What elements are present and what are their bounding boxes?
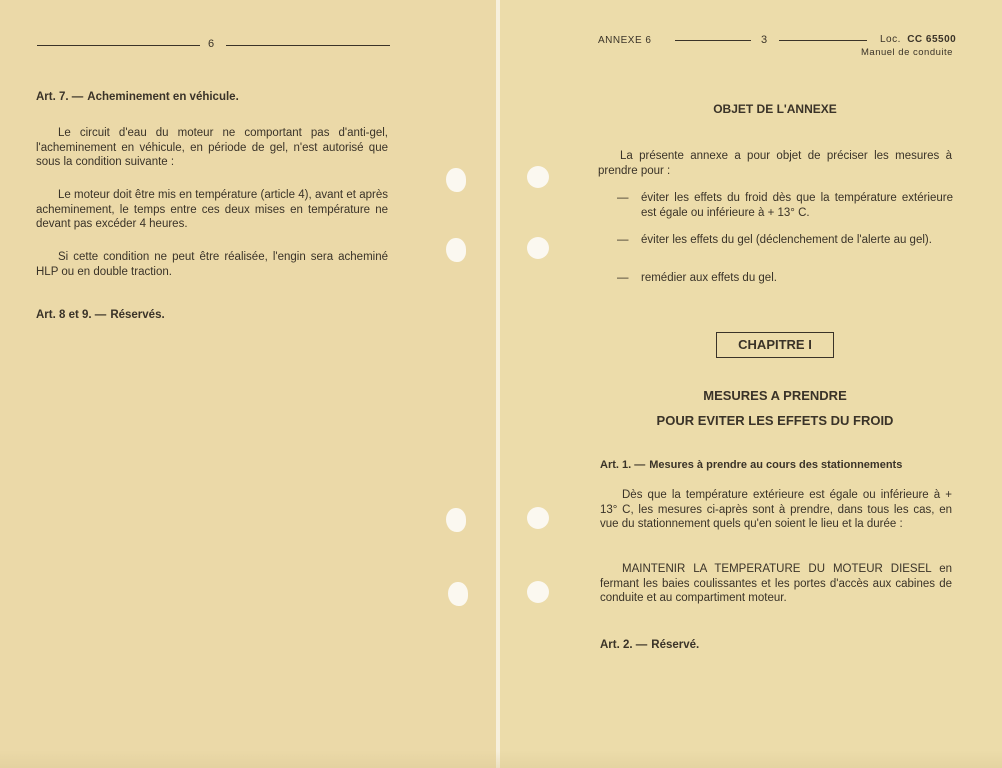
header-rule-left (675, 40, 751, 41)
art7-title: Acheminement en véhicule. (87, 91, 239, 103)
paper-edge-shadow (0, 750, 1002, 768)
objet-intro: La présente annexe a pour objet de préciser les mesures à prendre pour : (598, 150, 952, 177)
dash-glyph: — (617, 192, 629, 204)
manual-label: Manuel de conduite (861, 47, 953, 58)
objet-item-text: éviter les effets du froid dès que la température extérieure est égale ou inférieure à + 13° C. (641, 192, 953, 219)
dash-glyph: — (617, 234, 629, 246)
annexe-label: ANNEXE 6 (598, 35, 652, 46)
header-rule-right (779, 40, 867, 41)
chapitre-heading: CHAPITRE I (716, 332, 834, 358)
art8-9-heading (36, 309, 165, 321)
punch-hole (448, 582, 468, 606)
art7-paragraph-2: Le moteur doit être mis en température (article 4), avant et après acheminement, le temps entre ces deux mises en température ne devant pas excéder 4 heures. (36, 189, 388, 230)
art1-heading (600, 459, 902, 471)
art1-title: Mesures à prendre au cours des stationnements (649, 459, 903, 471)
punch-hole (527, 237, 549, 259)
art8-9-label: Art. 8 et 9. — (36, 309, 107, 321)
art2-title: Réservé. (651, 639, 700, 651)
loc-reference (880, 34, 956, 45)
objet-item-1 (617, 191, 953, 223)
page-number: 3 (761, 34, 768, 46)
header-rule-right (226, 45, 390, 46)
punch-hole (527, 166, 549, 188)
art1-paragraph-2: MAINTENIR LA TEMPERATURE DU MOTEUR DIESEL en fermant les baies coulissantes et les portes d'accès aux cabines de conduite et au compartiment moteur. (600, 563, 952, 604)
punch-hole (446, 168, 466, 192)
objet-item-3 (617, 271, 953, 287)
loc-prefix: Loc. (880, 34, 901, 45)
art7-paragraph-3: Si cette condition ne peut être réalisée, l'engin sera acheminé HLP ou en double traction. (36, 251, 388, 278)
page-number: 6 (208, 38, 215, 50)
punch-hole (527, 581, 549, 603)
art1-label: Art. 1. — (600, 459, 646, 471)
art2-heading (600, 639, 699, 651)
objet-item-text: éviter les effets du gel (déclenchement de l'alerte au gel). (641, 234, 932, 246)
mesures-title-line-2: POUR EVITER LES EFFETS DU FROID (656, 413, 894, 428)
loc-number: CC 65500 (907, 34, 957, 45)
art7-paragraph-1: Le circuit d'eau du moteur ne comportant pas d'anti-gel, l'acheminement en véhicule, en période de gel, n'est autorisé que sous la condition suivante : (36, 127, 388, 168)
punch-hole (527, 507, 549, 529)
punch-hole (446, 508, 466, 532)
left-page (0, 0, 496, 768)
art8-9-title: Réservés. (110, 309, 165, 321)
punch-hole (446, 238, 466, 262)
dash-glyph: — (617, 272, 629, 284)
objet-item-text: remédier aux effets du gel. (641, 272, 777, 284)
art7-label: Art. 7. — (36, 91, 84, 103)
objet-title: OBJET DE L'ANNEXE (713, 102, 837, 116)
art1-paragraph-1: Dès que la température extérieure est égale ou inférieure à + 13° C, les mesures ci-après sont à prendre, dans tous les cas, en vue du stationnement quels qu'en soient le lieu et la durée : (600, 489, 952, 530)
objet-item-2 (617, 233, 953, 265)
header-rule-left (37, 45, 200, 46)
art2-label: Art. 2. — (600, 639, 648, 651)
mesures-title-line-1: MESURES A PRENDRE (703, 388, 847, 403)
art7-heading (36, 91, 239, 103)
